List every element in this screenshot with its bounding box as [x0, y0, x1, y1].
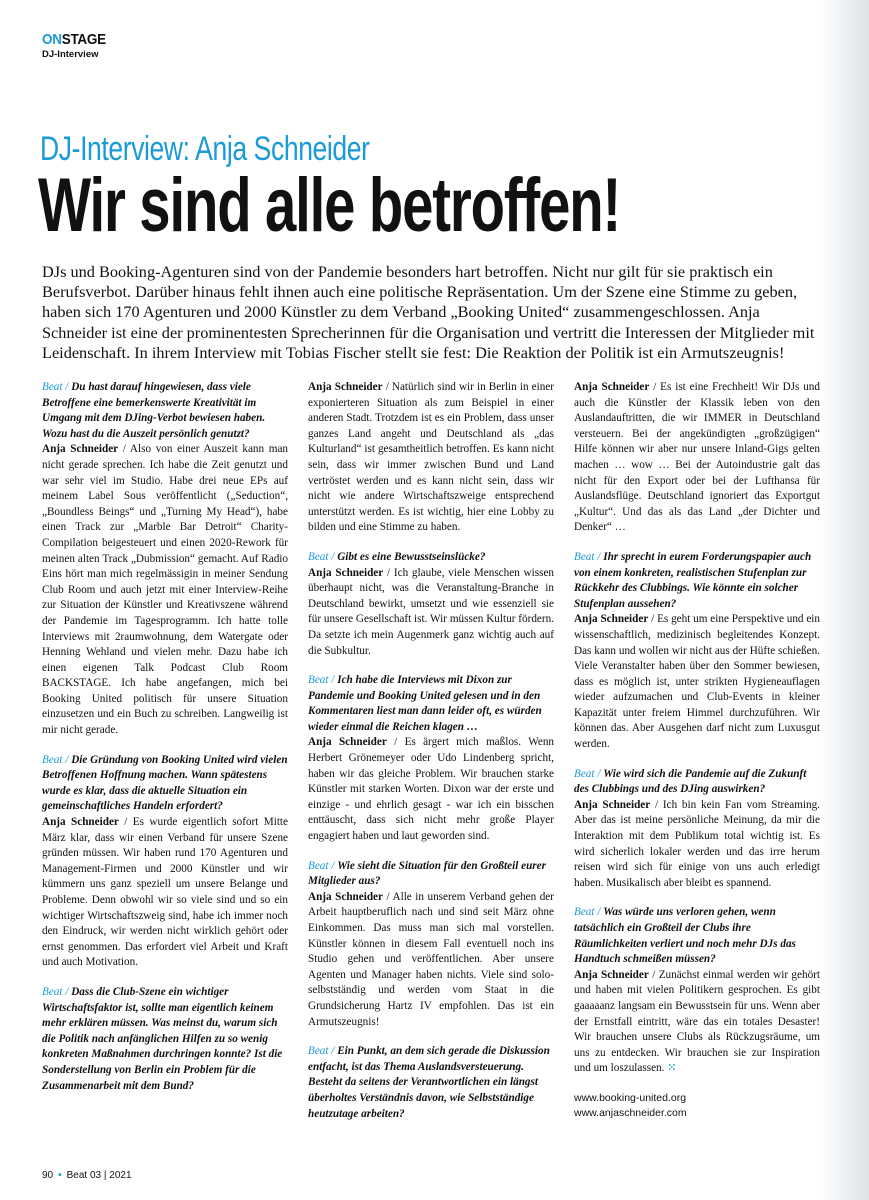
- answer-text: / Es geht um eine Perspektive und ein wissenschaftlich, medizinisch begleitendes Konzept. Das kann und wollen wir nicht aus der Hüfte schießen. Viele Veranstalter haben über den Sommer bewiesen, dass es möglich ist, unter strikten Hygieneauflagen wieder aufzumachen und Club-Events in kleiner Kapazität unter freiem Himmel durchzuführen. Wir können das. Aber Ausgehen darf nicht zum Luxusgut werden.: [574, 613, 821, 751]
- page-number: 90: [42, 1170, 54, 1181]
- interviewer-label: Beat /: [574, 767, 601, 780]
- answer-text: / Also von einer Auszeit kann man nicht gerade sprechen. Ich habe die Zeit genutzt und war sehr viel im Studio. Habe drei neue EPs auf meinem Label Sous veröffentlicht („Seduction“, „Boundless Beings“ und „Turning My Head“), habe einen Track zur „Marble Bar Detroit“ Charity-Compilation beigesteuert und einen 2020-Rework für meinen alten Track „Dubmission“ gemacht. Auf Radio Eins hört man mich regelmässigin in meiner Sendung Club Room und auch jetzt mit einer Interview-Reihe zur Situation der Künstler und Kreativszene während der Pandemie im Tagesprogramm. Ich hatte tolle Interviews mit 2raumwohnung, dem Watergate oder Henning Wehland und vielen mehr. Dazu habe ich einen eigenen Talk Podcast Club Room BACKSTAGE. Ich habe angefangen, mich bei Booking United politisch für unsere Situation einzusetzen und ein Buch zu schreiben. Langweilig ist mir nicht gerade.: [42, 443, 289, 737]
- interview-answer: [308, 735, 554, 844]
- interview-answer: [574, 968, 820, 1077]
- text-column-2: [308, 380, 554, 1136]
- answer-text: / Es ist eine Frechheit! Wir DJs und auch die Künstler der Klassik leben von den Auslandauftritten, die wir IMMER in Deutschland versteuern. Bei der angekündigten „großzügigen“ Hilfe können wir aber nur unsere Inland-Gigs gelten machen … wow … Bei der Autoindustrie galt das nicht für den Export oder bei der Lufthansa für Auslandsflüge. Deutschland ignoriert das Exportgut „Kultur“. Und das als das Land „der Dichter und Denker“ …: [574, 381, 820, 534]
- footer-bullet: •: [58, 1170, 62, 1181]
- text-column-3: [574, 380, 820, 1121]
- question-text: Die Gründung von Booking United wird vielen Betroffenen Hoffnung machen. Wann spätestens wurde es klar, dass die aktuelle Situation ein gemeinschaftliches Handeln erfordert?: [42, 753, 288, 813]
- article-kicker: DJ-Interview: Anja Schneider: [40, 130, 370, 168]
- web-link[interactable]: www.booking-united.org: [574, 1091, 687, 1104]
- onstage-logo: [42, 31, 106, 48]
- web-links: [574, 1091, 820, 1121]
- question-text: Wie sieht die Situation für den Großteil eurer Mitglieder aus?: [308, 859, 546, 888]
- interview-question: [42, 753, 288, 815]
- interview-question: [42, 380, 288, 442]
- brand-stage: STAGE: [61, 31, 106, 48]
- question-text: Wie wird sich die Pandemie auf die Zukunft des Clubbings und des DJing auswirken?: [574, 767, 807, 796]
- interview-answer: [574, 612, 820, 752]
- question-text: Ich habe die Interviews mit Dixon zur Pandemie und Booking United gelesen und in den Kommentaren liest man dann leider oft, es würden wieder einmal die Reichen klagen …: [308, 674, 542, 733]
- interviewer-label: Beat /: [308, 674, 335, 687]
- speaker-label: Anja Schneider: [42, 816, 119, 829]
- answer-text: / Ich bin kein Fan vom Streaming. Aber das ist meine persönliche Meinung, da mir die Interaktion mit dem Publikum total wichtig ist. Es wird sicherlich lokaler werden und das irre herum reisen wird sich für einige von uns auch erledigt haben. Musikalisch aber bleibt es spannend.: [574, 798, 820, 889]
- interview-question: [574, 905, 820, 967]
- speaker-label: Anja Schneider: [308, 381, 383, 393]
- interviewer-label: Beat /: [42, 753, 69, 766]
- text-column-1: [42, 380, 288, 1108]
- question-text: Gibt es eine Bewusstseinslücke?: [337, 550, 486, 563]
- section-label: DJ-Interview: [42, 49, 99, 60]
- interview-answer: [42, 815, 288, 971]
- question-text: Dass die Club-Szene ein wichtiger Wirtschaftsfaktor ist, sollte man eigentlich keinem mehr erklären müssen. Was meinst du, warum sich die Politik nach anfänglichen Hilfen zu so wenig konkreten Maßnahmen durchringen konnte? Ist die Sonderstellung von Berlin ein Problem für die Zusammenarbeit mit dem Bund?: [42, 985, 283, 1092]
- page-footer: [42, 1170, 132, 1181]
- publication-issue: Beat 03 | 2021: [66, 1170, 132, 1181]
- interviewer-label: Beat /: [574, 550, 601, 563]
- interviewer-label: Beat /: [574, 906, 601, 919]
- interviewer-label: Beat /: [308, 1045, 335, 1058]
- interview-question: [574, 767, 820, 798]
- interview-question: [42, 985, 288, 1094]
- interview-question: [574, 550, 820, 612]
- speaker-label: Anja Schneider: [574, 613, 649, 626]
- speaker-label: Anja Schneider: [308, 890, 383, 903]
- article-headline: Wir sind alle betroffen!: [38, 163, 621, 248]
- interview-answer: [574, 380, 820, 536]
- interviewer-label: Beat /: [42, 381, 69, 393]
- speaker-label: Anja Schneider: [574, 381, 650, 393]
- question-text: Ein Punkt, an dem sich gerade die Diskussion entfacht, ist das Thema Auslandsversteuerung. Besteht da seitens der Verantwortlichen ein längst überholtes Verständnis davon, wie Selbstständige heutzutage arbeiten?: [308, 1045, 550, 1120]
- interview-question: [308, 1044, 554, 1122]
- speaker-label: Anja Schneider: [574, 968, 649, 981]
- web-link[interactable]: www.anjaschneider.com: [574, 1106, 687, 1119]
- interview-question: [308, 673, 554, 735]
- page-edge-shadow: [821, 0, 869, 1200]
- question-text: Ihr sprecht in eurem Forderungspapier auch von einem konkreten, realistischen Stufenplan zur Rückkehr des Clubbings. Wie könnte ein solcher Stufenplan aussehen?: [574, 550, 812, 610]
- answer-text: / Es ärgert mich maßlos. Wenn Herbert Grönemeyer oder Udo Lindenberg spricht, haben wir das gleiche Problem. Wir brauchen starke Künstler mit starken Worten. Dixon war der erste und einzige - und ehrlich gesagt - war ich ein bisschen enttäuscht, dass sich nicht mehr große Player engagiert haben und laut geworden sind.: [308, 736, 555, 843]
- article-intro: DJs und Booking-Agenturen sind von der Pandemie besonders hart betroffen. Nicht nur gilt für sie praktisch ein Berufsverbot. Darüber hinaus fehlt ihnen auch eine politische Repräsentation. Um der Szene eine Stimme zu geben, haben sich 170 Agenturen und 2000 Künstler zu dem Verband „Booking United“ zusammengeschlossen. Anja Schneider ist eine der prominentesten Sprecherinnen für die Organisation und vertritt die Interessen der Mitglieder mit Leidenschaft. In ihrem Interview mit Tobias Fischer stellt sie fest: Die Reaktion der Politik ist ein Armutszeugnis!: [42, 262, 815, 362]
- speaker-label: Anja Schneider: [574, 798, 651, 811]
- answer-text: / Alle in unserem Verband gehen der Arbeit hauptberuflich nach und sind seit März ohne Einkommen. Das muss man sich mal vorstellen. Künstler können in diesem Fall eventuell noch ins Studio gehen und veröffentlichen. Aber unsere Agenten und Manager haben nichts. Viele sind solo-selbstständig und werden vom Staat in die Grundsicherung Hartz IV empfohlen. Das ist ein Armutszeugnis!: [308, 890, 554, 1028]
- answer-text: / Zunächst einmal werden wir gehört und haben mit vielen Politikern gesprochen. Es gibt gaaaaanz langsam ein Bewusstsein für uns. Wenn aber der Ernstfall eintritt, wäre das ein totales Desaster! Wir brauchen unsere Clubs als Rückzugsräume, um uns zu entdecken. Wir brauchen sie zur Inspiration und um loszulassen.: [574, 968, 821, 1075]
- question-text: Was würde uns verloren gehen, wenn tatsächlich ein Großteil der Clubs ihre Räumlichkeiten verliert und noch mehr DJs das Handtuch schmeißen müssen?: [574, 906, 796, 966]
- interview-answer: [42, 442, 288, 738]
- interviewer-label: Beat /: [42, 985, 69, 998]
- interview-answer: [308, 380, 554, 536]
- speaker-label: Anja Schneider: [42, 443, 119, 456]
- interview-answer: [574, 798, 820, 892]
- answer-text: / Es wurde eigentlich sofort Mitte März klar, dass wir einen Verband für unsere Szene gründen müssen. Wir haben rund 170 Agenturen und Management-Firmen und 2000 Künstler und wir kümmern uns ganz speziell um unsere Belange und Probleme. Denn obwohl wir so viele sind und so ein wichtiger Wirtschaftszweig sind, habe ich immer noch den Eindruck, wir werden nicht wirklich gehört oder ernst genommen. Das erfordert viel Arbeit und Kraft und auch Motivation.: [42, 816, 289, 969]
- interview-question: [308, 550, 554, 566]
- end-mark-icon: ⁙: [667, 1062, 677, 1075]
- interview-question: [308, 859, 554, 890]
- interview-answer: [308, 890, 554, 1030]
- answer-text: / Natürlich sind wir in Berlin in einer exponierteren Situation als zum Beispiel in einer anderen Stadt. Trotzdem ist es ein Problem, dass unser ganzes Land angeht und Deutschland als „das Kulturland“ ist gesamtheitlich betroffen. Es kann nicht sein, dass wir immer zwischen Bund und Land vertröstet werden und es kann nicht sein, dass wir nicht wie andere Wirtschaftszweige entsprechend unterstützt werden. Es ist wichtig, hier eine Lobby zu bilden und eine Stimme zu haben.: [308, 381, 555, 534]
- interview-answer: [308, 566, 554, 660]
- speaker-label: Anja Schneider: [308, 736, 387, 749]
- question-text: Du hast darauf hingewiesen, dass viele Betroffene eine bemerkenswerte Kreativität im Umgang mit dem DJing-Verbot bewiesen haben. Wozu hast du die Auszeit persönlich genutzt?: [42, 381, 266, 440]
- brand-on: ON: [42, 31, 62, 48]
- answer-text: / Ich glaube, viele Menschen wissen überhaupt nicht, was die Veranstaltung-Branche in Deutschland bewirkt, umsetzt und wie essenziell sie für unsere Gesellschaft ist. Wir müssen Kultur fördern. Da setzte ich mein Augenmerk ganz wichtig auch auf die Subkultur.: [308, 566, 555, 657]
- interviewer-label: Beat /: [308, 550, 335, 563]
- interviewer-label: Beat /: [308, 859, 335, 872]
- speaker-label: Anja Schneider: [308, 566, 384, 579]
